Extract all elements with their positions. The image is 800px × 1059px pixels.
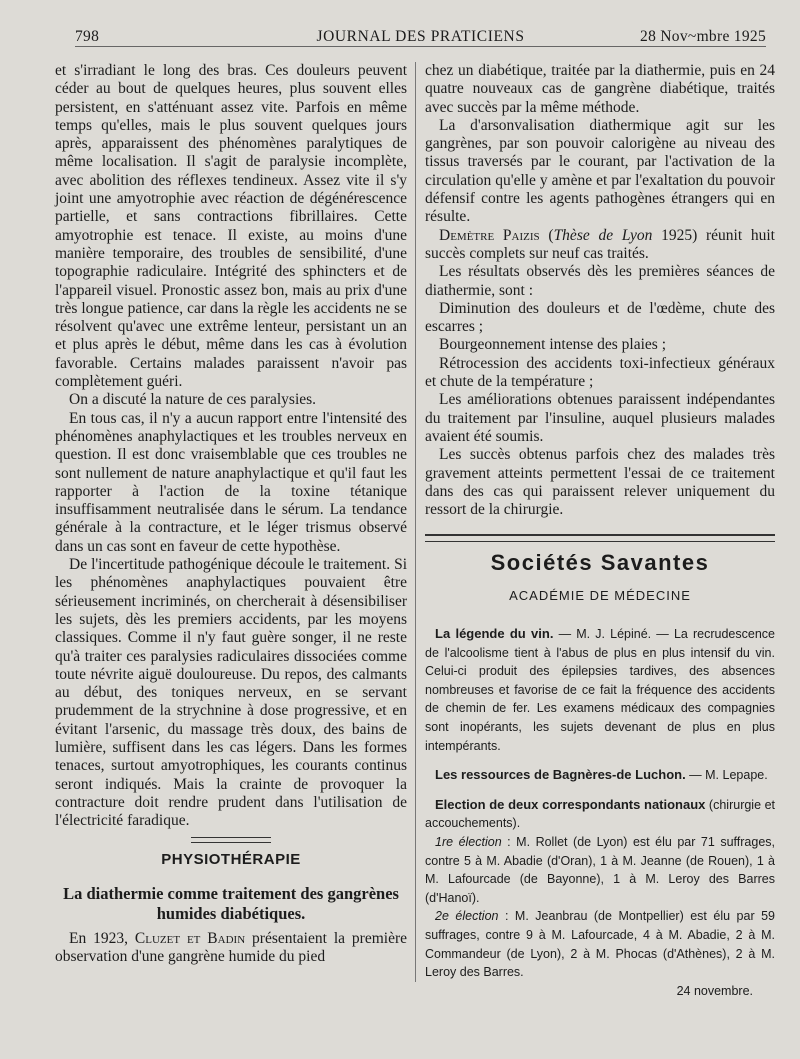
- section-title-physiotherapie: PHYSIOTHÉRAPIE: [161, 851, 301, 869]
- list-item: Bourgeonnement intense des plaies ;: [439, 336, 666, 354]
- page-header: [75, 24, 766, 47]
- paragraph: Les succès obtenus parfois chez des malades très gravement atteints permettent l'essai de ce traitement dans des cas qui paraissent relever uniquement du ressort de la chirurgie.: [425, 446, 775, 519]
- left-column: [55, 62, 407, 966]
- author-name: Demètre Paizis: [439, 226, 540, 244]
- election-first: 1re élection : M. Rollet (de Lyon) est élu par 71 suffrages, contre 5 à M. Abadie (d'Oran), 1 à M. Jeanne (de Rouen), 1 à M. Lafourcade (de Bayonne), 1 à M. Leroy des Barres (d'Hanoï).: [425, 834, 776, 905]
- issue-date: 28 Nov~mbre 1925: [640, 28, 766, 45]
- paragraph: En tous cas, il n'y a aucun rapport entre l'intensité des phénomènes anaphylactiques et les troubles nerveux en question. Il est donc vraisemblable que ces troubles ne sont nullement de nature anaphylactique et qu'il faut les rapporter à l'action de la toxine tétanique insuffisamment neutralisée dans le sérum. La tendance générale à la contracture, et le léger trismus observé dans un cas sont en faveur de cette hypothèse.: [55, 409, 407, 555]
- paragraph: Demètre Paizis (Thèse de Lyon 1925) réunit huit succès complets sur neuf cas traités.: [425, 226, 775, 262]
- election-second: 2e élection : M. Jeanbrau (de Montpellier) est élu par 59 suffrages, contre 9 à M. Lafourcade, 4 à M. Abadie, 2 à M. Commandeur (de Lyon), 2 à M. Phocas (d'Athènes), 2 à M. Leroy des Barres.: [425, 909, 776, 980]
- paragraph: et s'irradiant le long des bras. Ces douleurs peuvent céder au bout de quelques heures, plus souvent elles persistent, en s'atténuant assez vite. Parfois en même temps qu'elles, mais le plus souvent quelques jours après, apparaissent des phénomènes paralytiques de même localisation. Il s'agit de paralysie incomplète, avec abolition des réflexes tendineux. Assez vite il s'y joint une amyotrophie avec réaction de dégénérescence partielle, et sans contractions fibrillaires. Cette amyotrophie est tenace. Il existe, au moins d'une manière temporaire, des troubles de sensibilité, d'une topographie radiculaire. Intégrité des sphincters et de l'appareil visuel. Pronostic assez bon, mais au prix d'une très longue patience, car dans la règle les accidents ne se résolvent qu'avec une extrême lenteur, persistant un an et plus après le début, même dans les cas à évolution favorable. Certains malades paraissent n'avoir pas complètement guéri.: [55, 62, 407, 391]
- journal-title: JOURNAL DES PRATICIENS: [316, 28, 525, 45]
- section-rule: [425, 534, 775, 542]
- thesis-ref: Thèse de Lyon: [553, 226, 653, 244]
- section-title-societes: Sociétés Savantes: [490, 550, 710, 576]
- author-names: Cluzet et Badin: [134, 929, 246, 947]
- academie-reports: [425, 625, 775, 1000]
- report-title: Election de deux correspondants nationaux: [435, 796, 706, 812]
- report-title: Les ressources de Bagnères-de Luchon.: [435, 767, 686, 783]
- report-election: Election de deux correspondants nationaux (chirurgie et accouchements).: [425, 796, 775, 831]
- list-item: Diminution des douleurs et de l'œdème, chute des escarres ;: [425, 299, 775, 336]
- report-date: 24 novembre.: [676, 983, 753, 998]
- paragraph: Les résultats observés dès les premières séances de diathermie, sont :: [425, 263, 775, 299]
- list-item: Rétrocession des accidents toxi-infectieux généraux et chute de la température ;: [425, 354, 775, 391]
- column-divider: [415, 62, 416, 982]
- paragraph: La d'arsonvalisation diathermique agit sur les gangrènes, par son pouvoir calorigène au niveau des tissus traversés par le courant, par l'activation de la circulation qu'elle y amène et par l'exaltation du pouvoir défensif contre les agents pathogènes étrangers qui en résulte.: [425, 116, 775, 226]
- report-title: La légende du vin.: [435, 626, 554, 642]
- paragraph: De l'incertitude pathogénique découle le traitement. Si les phénomènes anaphylactiques pouvaient être sérieusement incriminés, on chercherait à désensibiliser les sujets, dès les premiers accidents, par les moyens classiques. Comme il n'y faut guère songer, il ne reste qu'à traiter ces paralysies radiculaires dissociées comme toute névrite aiguë douloureuse. Du repos, des calmants au début, des toniques nerveux, en se servant prudemment de la strychnine à dose progressive, et en évitant l'arsenic, du massage très doux, des bains de lumière, suffisent dans les cas légers. Dans les formes tenaces, surtout amyotrophiques, les courants continus seront indiqués. Mais la crainte de provoquer la contracture doit rendre prudent dans l'utilisation de l'électricité faradique.: [55, 556, 407, 830]
- article-intro: En 1923, Cluzet et Badin présentaient la première observation d'une gangrène humide du pied: [55, 929, 407, 966]
- article-title: La diathermie comme traitement des gangrènes humides diabétiques.: [63, 883, 399, 923]
- report-ressources: Les ressources de Bagnères-de Luchon. — M. Lepape.: [435, 767, 768, 783]
- right-column: [425, 62, 775, 1000]
- section-separator: [191, 837, 271, 843]
- paragraph: Les améliorations obtenues paraissent indépendantes du traitement par l'insuline, auquel plusieurs malades avaient été soumis.: [425, 391, 775, 445]
- page-number: 798: [75, 28, 100, 45]
- subsection-academie: ACADÉMIE DE MÉDECINE: [509, 587, 691, 603]
- paragraph: chez un diabétique, traitée par la diathermie, puis en 24 quatre nouveaux cas de gangrène diabétique, traités avec succès par la même méthode.: [425, 62, 775, 116]
- paragraph: On a discuté la nature de ces paralysies.: [69, 391, 317, 409]
- report-legende: La légende du vin. — M. J. Lépiné. — La recrudescence de l'alcoolisme tient à l'abus de plus en plus intensif du vin. Celui-ci produit des épilepsies tardives, des absences nombreuses et favorise de ce fait la fréquence des accidents de chemin de fer. Les examens médicaux des compagnies sont inopérants, les sujets devenant de plus en plus intempérants.: [425, 626, 775, 753]
